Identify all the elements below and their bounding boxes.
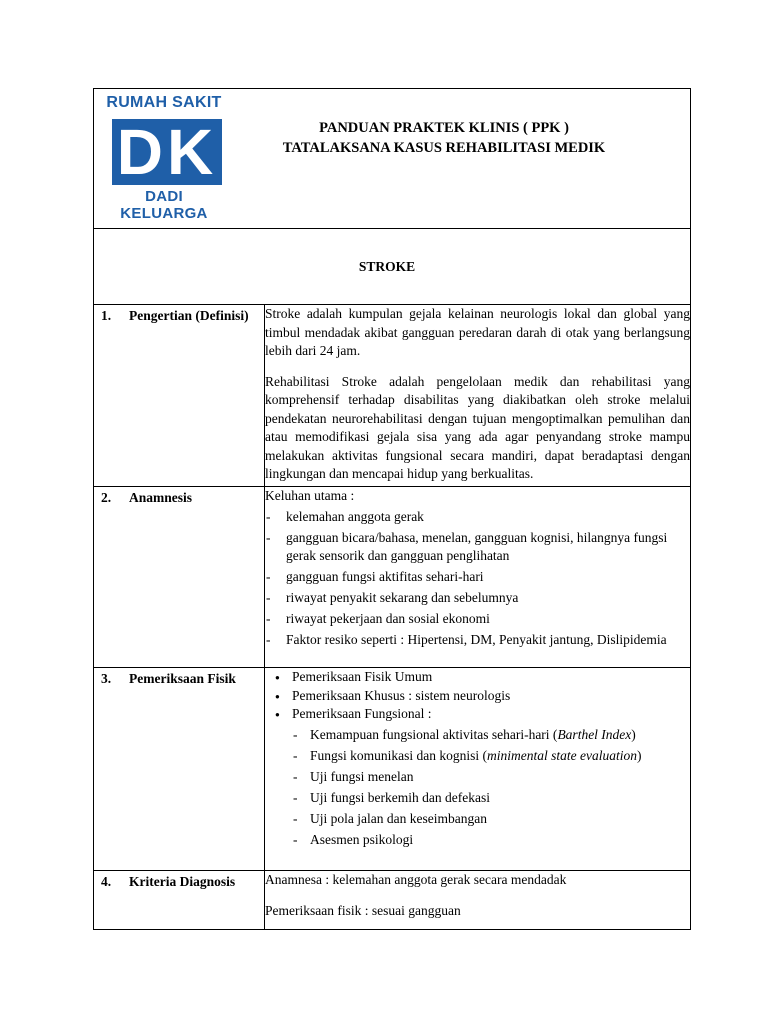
exam-list bbox=[265, 668, 690, 724]
topic-title: STROKE bbox=[358, 259, 416, 274]
section-label: Pengertian (Definisi) bbox=[129, 308, 249, 323]
header-cell bbox=[94, 89, 691, 229]
section-kriteria-diagnosis bbox=[94, 871, 691, 930]
list-item: - Faktor resiko seperti : Hipertensi, DM, Penyakit jantung, Dislipidemia bbox=[265, 631, 690, 650]
list-item: ● Pemeriksaan Fisik Umum bbox=[265, 668, 690, 687]
list-item bbox=[265, 705, 690, 724]
item-text: Kemampuan fungsional aktivitas sehari-hari ( bbox=[310, 726, 558, 742]
section-pemeriksaan-fisik bbox=[94, 668, 691, 871]
item-italic-text: Barthel Index bbox=[557, 726, 632, 742]
document-page bbox=[93, 88, 690, 930]
definition-paragraph-2: Rehabilitasi Stroke adalah pengelolaan medik dan rehabilitasi yang komprehensif terhadap disabilitas yang diakibatkan oleh stroke melalui pendekatan neurorehabilitasi dengan tujuan mengoptimalkan pemulihan dan atau memodifikasi gejala sisa yang ada agar penyandang stroke mampu melakukan aktivitas fungsional secara mandiri, dapat beradaptasi dengan lingkungan dan mencapai hidup yang berkualitas. bbox=[265, 373, 690, 481]
list-item: - kelemahan anggota gerak bbox=[265, 508, 690, 527]
section-anamnesis bbox=[94, 487, 691, 668]
list-item bbox=[265, 747, 690, 766]
list-item-label: Pemeriksaan Fungsional : bbox=[292, 706, 432, 721]
section-label-cell bbox=[94, 305, 265, 487]
list-item: - gangguan fungsi aktifitas sehari-hari bbox=[265, 568, 690, 587]
item-text: ) bbox=[631, 726, 636, 742]
functional-exam-list bbox=[265, 726, 690, 850]
logo-bottom-text: DADI KELUARGA bbox=[120, 188, 208, 222]
section-content bbox=[265, 305, 691, 487]
logo-letters: DK bbox=[116, 116, 218, 188]
section-number: 2. bbox=[101, 490, 112, 505]
criteria-paragraph-1: Anamnesa : kelemahan anggota gerak secara mendadak bbox=[265, 872, 567, 887]
document-title bbox=[244, 118, 644, 158]
hospital-logo bbox=[101, 91, 227, 222]
logo-top-text: RUMAH SAKIT bbox=[106, 94, 222, 111]
criteria-paragraph-2: Pemeriksaan fisik : sesuai gangguan bbox=[265, 902, 461, 918]
definition-paragraph-1: Stroke adalah kumpulan gejala kelainan neurologis lokal dan global yang timbul mendadak akibat gangguan peredaran darah di otak yang berlangsung lebih dari 24 jam. bbox=[265, 306, 690, 358]
list-item: - gangguan bicara/bahasa, menelan, gangguan kognisi, hilangnya fungsi gerak sensorik dan gangguan penglihatan bbox=[265, 529, 690, 566]
list-item: - Uji fungsi berkemih dan defekasi bbox=[265, 789, 690, 808]
list-item: - riwayat penyakit sekarang dan sebelumnya bbox=[265, 589, 690, 608]
list-item: - riwayat pekerjaan dan sosial ekonomi bbox=[265, 610, 690, 629]
list-item: ● Pemeriksaan Khusus : sistem neurologis bbox=[265, 687, 690, 706]
section-definisi bbox=[94, 305, 691, 487]
anamnesis-intro: Keluhan utama : bbox=[265, 488, 355, 503]
logo-box bbox=[112, 116, 222, 188]
section-number: 1. bbox=[101, 308, 112, 323]
anamnesis-list bbox=[265, 508, 690, 650]
section-number: 4. bbox=[101, 874, 112, 889]
list-item: - Asesmen psikologi bbox=[265, 831, 690, 850]
section-content bbox=[265, 487, 691, 668]
topic-cell bbox=[94, 229, 691, 305]
section-label-cell bbox=[94, 487, 265, 668]
title-line-2: TATALAKSANA KASUS REHABILITASI MEDIK bbox=[282, 140, 606, 156]
item-text: Fungsi komunikasi dan kognisi ( bbox=[310, 747, 488, 763]
list-item: - Uji pola jalan dan keseimbangan bbox=[265, 810, 690, 829]
section-label: Kriteria Diagnosis bbox=[129, 874, 236, 889]
item-text: ) bbox=[637, 747, 642, 763]
item-italic-text: minimental state evaluation bbox=[487, 747, 637, 763]
section-content bbox=[265, 871, 691, 930]
section-label-cell bbox=[94, 871, 265, 930]
section-number: 3. bbox=[101, 671, 112, 686]
list-item bbox=[265, 726, 690, 745]
list-item: - Uji fungsi menelan bbox=[265, 768, 690, 787]
section-label: Pemeriksaan Fisik bbox=[129, 671, 236, 686]
ppk-table bbox=[93, 88, 691, 930]
title-line-1: PANDUAN PRAKTEK KLINIS ( PPK ) bbox=[319, 120, 569, 136]
section-label: Anamnesis bbox=[129, 490, 193, 505]
section-label-cell bbox=[94, 668, 265, 871]
section-content bbox=[265, 668, 691, 871]
